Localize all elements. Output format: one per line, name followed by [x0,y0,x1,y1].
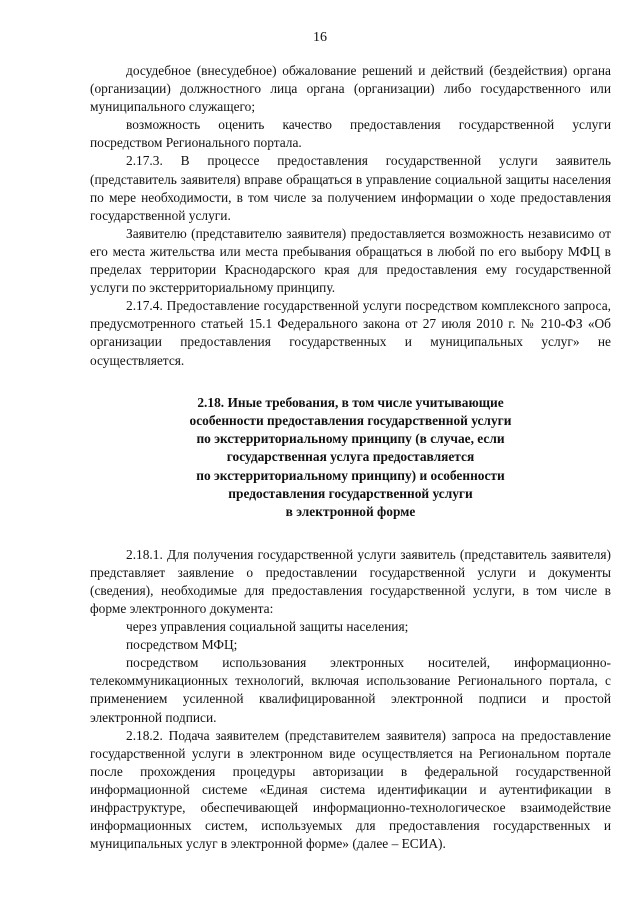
list-item-social-protection: через управления социальной защиты населения; [126,619,409,635]
paragraphs-bottom [90,546,611,854]
paragraphs-top [90,62,611,370]
document-body [90,62,611,853]
heading-line: по экстерриториальному принципу (в случае, если [196,431,505,447]
paragraph-2-17-4: 2.17.4. Предоставление государственной услуги посредством комплексного запроса, предусмотренного статьей 15.1 Федерального закона от 27 июля 2010 г. № 210-ФЗ «Об организации предоставления государственных и муниципальных услуг» не осуществляется. [90,298,611,368]
paragraph-2-18-2: 2.18.2. Подача заявителем (представителем заявителя) запроса на предоставление государственной услуги в электронном виде осуществляется на Региональном портале после прохождения процедуры авторизации в федеральной государственной информационной системе «Единая система идентификации и аутентификации в инфраструктуре, обеспечивающей информационно-технологическое взаимодействие информационных систем, используемых для предоставления государственных и муниципальных услуг в электронной форме» (далее – ЕСИА). [90,727,611,852]
heading-line: предоставления государственной услуги [228,486,473,502]
paragraph-quality-rating: возможность оценить качество предоставления государственной услуги посредством Регионального портала. [90,117,611,151]
heading-line: 2.18. Иные требования, в том числе учитывающие [197,394,504,410]
paragraph-2-18-1: 2.18.1. Для получения государственной услуги заявитель (представитель заявителя) представляет заявление о предоставлении государственной услуги и документы (сведения), необходимые для предоставления государственной услуги, в том числе в форме электронного документа: [90,546,611,616]
page-number: 16 [313,30,327,45]
heading-line: государственная услуга предоставляется [226,449,475,465]
heading-line: особенности предоставления государственной услуги [189,412,512,428]
paragraph-2-17-3: 2.17.3. В процессе предоставления государственной услуги заявитель (представитель заявителя) вправе обращаться в управление социальной защиты населения по мере необходимости, в том числе за получением информации о ходе предоставления государственной услуги. [90,153,611,223]
paragraph-mfc-choice: Заявителю (представителю заявителя) предоставляется возможность независимо от его места жительства или места пребывания обращаться в любой по его выбору МФЦ в пределах территории Краснодарского края для предоставления ему государственной услуги по экстерриториальному принципу. [90,225,611,296]
heading-line: в электронной форме [285,504,416,520]
heading-line: по экстерриториальному принципу) и особенности [196,467,505,483]
list-item-mfc: посредством МФЦ; [126,637,238,653]
paragraph-appeal: досудебное (внесудебное) обжалование решений и действий (бездействия) органа (организации) должностного лица органа (организации) либо государственного или муниципального служащего; [90,63,611,115]
list-item-electronic: посредством использования электронных носителей, информационно-телекоммуникационных технологий, включая использование Регионального портала, с применением усиленной квалифицированной электронной подписи и простой электронной подписи. [90,655,611,725]
section-heading-2-18 [90,394,611,522]
